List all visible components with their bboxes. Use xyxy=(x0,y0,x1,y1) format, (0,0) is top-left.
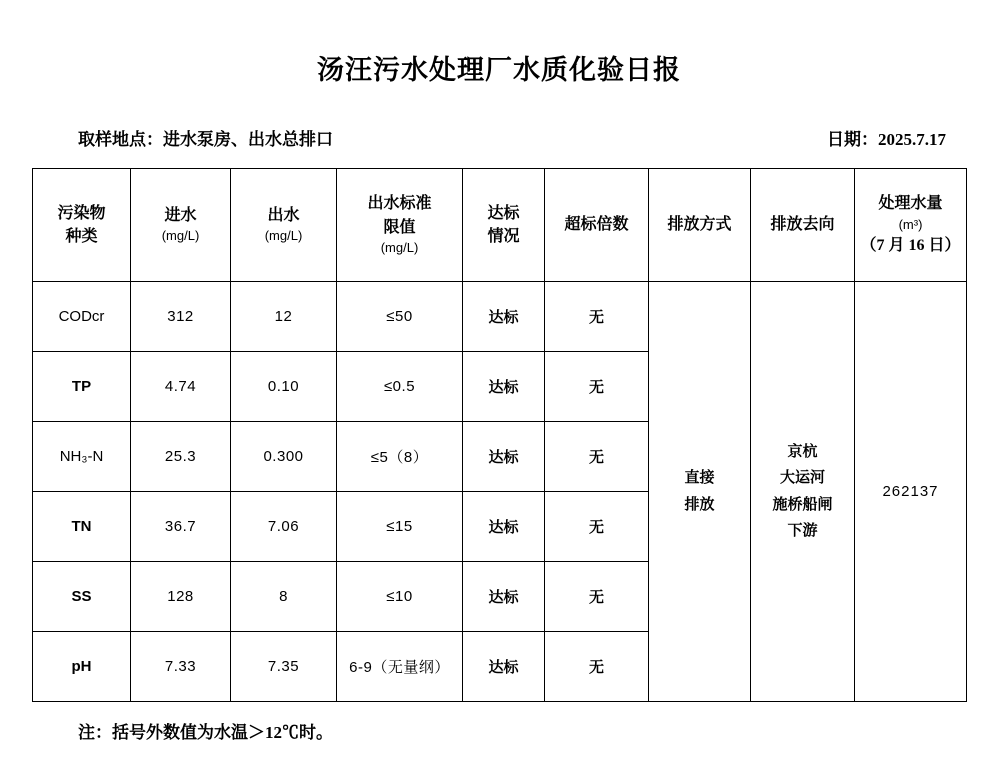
header-influent-unit: (mg/L) xyxy=(161,228,200,244)
header-standard-line2: 限值 xyxy=(383,218,416,236)
cell-influent: 128 xyxy=(131,562,231,632)
cell-exceed: 无 xyxy=(545,562,649,632)
header-influent-label: 进水 xyxy=(164,206,197,224)
page-title: 汤汪污水处理厂水质化验日报 xyxy=(317,55,681,85)
header-compliance-line1: 达标 xyxy=(487,204,520,222)
cell-standard: ≤15 xyxy=(337,492,463,562)
header-exceed-times xyxy=(545,169,649,282)
discharge-destination-line4: 下游 xyxy=(787,521,818,539)
footnote: 注：括号外数值为水温＞12℃时。 xyxy=(78,723,333,742)
header-discharge-method xyxy=(649,169,751,282)
header-influent xyxy=(131,169,231,282)
cell-effluent: 8 xyxy=(231,562,337,632)
cell-compliance: 达标 xyxy=(463,352,545,422)
table-row xyxy=(33,282,967,352)
cell-exceed: 无 xyxy=(545,352,649,422)
discharge-method-line1: 直接 xyxy=(684,469,715,487)
header-water-volume xyxy=(855,169,967,282)
cell-pollutant: CODcr xyxy=(33,282,131,352)
report-date: 日期：2025.7.17 xyxy=(827,130,946,149)
table-container xyxy=(32,168,966,702)
cell-effluent: 7.35 xyxy=(231,632,337,702)
cell-pollutant: TP xyxy=(33,352,131,422)
cell-exceed: 无 xyxy=(545,422,649,492)
cell-pollutant: NH₃-N xyxy=(33,422,131,492)
header-compliance xyxy=(463,169,545,282)
cell-exceed: 无 xyxy=(545,632,649,702)
cell-compliance: 达标 xyxy=(463,562,545,632)
cell-water-volume: 262137 xyxy=(855,282,967,702)
table-header-row xyxy=(33,169,967,282)
meta-row xyxy=(78,125,964,150)
cell-discharge-method xyxy=(649,282,751,702)
header-effluent xyxy=(231,169,337,282)
header-exceed-label: 超标倍数 xyxy=(564,216,629,234)
cell-compliance: 达标 xyxy=(463,492,545,562)
header-pollutant xyxy=(33,169,131,282)
header-standard-limit xyxy=(337,169,463,282)
report-page xyxy=(0,48,998,766)
cell-discharge-destination xyxy=(751,282,855,702)
cell-influent: 4.74 xyxy=(131,352,231,422)
cell-effluent: 0.10 xyxy=(231,352,337,422)
cell-compliance: 达标 xyxy=(463,422,545,492)
cell-effluent: 0.300 xyxy=(231,422,337,492)
water-quality-table xyxy=(32,168,967,702)
cell-standard: ≤10 xyxy=(337,562,463,632)
cell-exceed: 无 xyxy=(545,282,649,352)
header-effluent-label: 出水 xyxy=(267,206,300,224)
cell-influent: 7.33 xyxy=(131,632,231,702)
cell-compliance: 达标 xyxy=(463,282,545,352)
cell-effluent: 7.06 xyxy=(231,492,337,562)
sample-location: 取样地点：进水泵房、出水总排口 xyxy=(78,130,333,149)
header-water-volume-line1: 处理水量 xyxy=(878,195,943,213)
discharge-destination-line1: 京杭 xyxy=(787,443,818,460)
header-effluent-unit: (mg/L) xyxy=(264,228,303,244)
header-compliance-line2: 情况 xyxy=(487,228,520,245)
header-standard-unit: (mg/L) xyxy=(380,239,419,255)
discharge-destination-line2: 大运河 xyxy=(779,469,825,487)
header-discharge-method-label: 排放方式 xyxy=(667,216,732,234)
header-discharge-destination-label: 排放去向 xyxy=(770,216,835,234)
cell-exceed: 无 xyxy=(545,492,649,562)
header-pollutant-line1: 污染物 xyxy=(57,204,106,222)
cell-standard: ≤50 xyxy=(337,282,463,352)
cell-pollutant: SS xyxy=(33,562,131,632)
cell-standard: ≤5（8） xyxy=(337,422,463,492)
header-pollutant-line2: 种类 xyxy=(65,228,98,245)
header-discharge-destination xyxy=(751,169,855,282)
cell-compliance: 达标 xyxy=(463,632,545,702)
header-standard-line1: 出水标准 xyxy=(367,195,432,213)
discharge-method-line2: 排放 xyxy=(684,495,715,513)
cell-influent: 312 xyxy=(131,282,231,352)
cell-standard: ≤0.5 xyxy=(337,352,463,422)
header-water-volume-unit: (m³) xyxy=(898,216,923,232)
cell-pollutant: pH xyxy=(33,632,131,702)
cell-effluent: 12 xyxy=(231,282,337,352)
discharge-destination-line3: 施桥船闸 xyxy=(772,495,833,513)
cell-influent: 36.7 xyxy=(131,492,231,562)
cell-pollutant: TN xyxy=(33,492,131,562)
cell-standard: 6-9（无量纲） xyxy=(337,632,463,702)
cell-influent: 25.3 xyxy=(131,422,231,492)
header-water-volume-date: （7 月 16 日） xyxy=(860,237,961,255)
